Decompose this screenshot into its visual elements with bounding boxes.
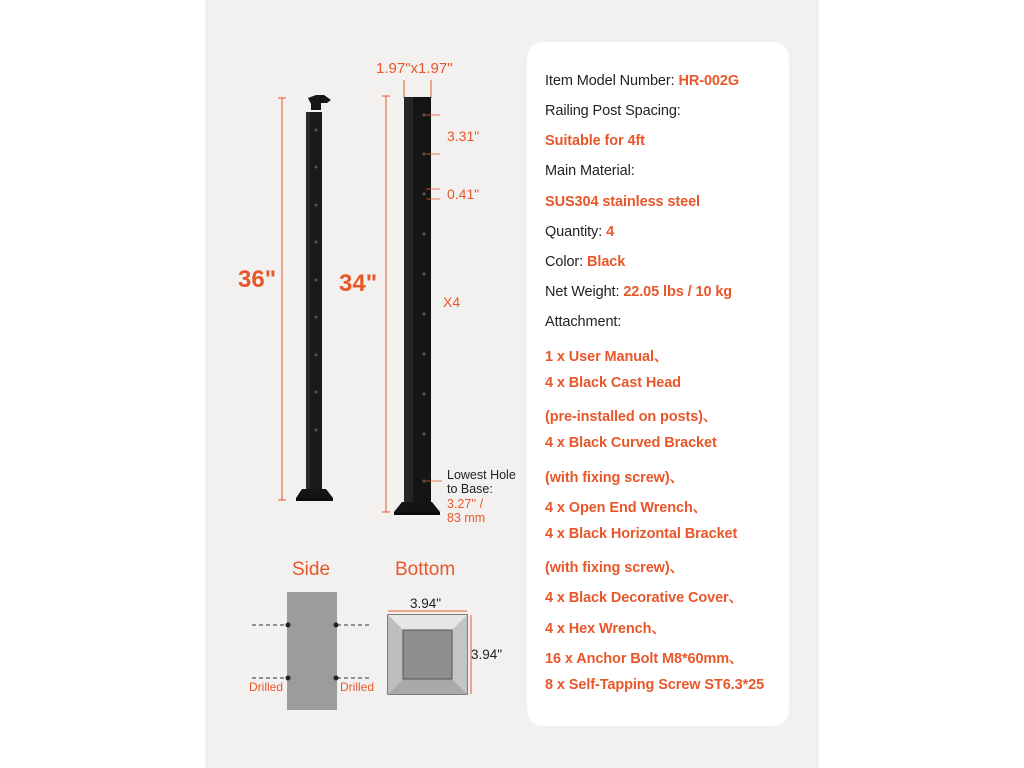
spec-line: Suitable for 4ft [545,133,645,149]
post-with-cast-head [296,95,333,501]
spec-line: Main Material: [545,163,635,179]
spec-line: 16 x Anchor Bolt M8*60mm、 [545,651,744,667]
drilled-left-label: Drilled [249,680,284,694]
hole-count-label: X4 [443,294,461,310]
spec-line: 1 x User Manual、 [545,349,669,365]
spec-line: Color: Black [545,254,626,270]
spec-line: Item Model Number: HR-002G [545,73,740,89]
post-plain [394,97,442,515]
dimension-width-line [404,80,431,98]
dimension-36-line [278,98,286,500]
spec-line: Quantity: 4 [545,224,615,240]
top-spacing-label: 3.31" [447,128,480,144]
spec-line: SUS304 stainless steel [545,194,700,210]
side-view-title: Side [292,559,331,580]
spec-line: 4 x Black Horizontal Bracket [545,526,738,542]
spec-line: 8 x Self-Tapping Screw ST6.3*25 [545,677,765,693]
bottom-view-title: Bottom [395,559,456,580]
spec-line: 4 x Open End Wrench、 [545,500,708,516]
base-depth-label: 3.94" [471,647,503,662]
spec-line: 4 x Black Cast Head [545,375,681,391]
dimension-34-line [382,96,390,512]
lowest-hole-value: 3.27'' / 83 mm [447,497,486,525]
lowest-hole-label: Lowest Hole to Base: [447,468,516,496]
spec-line: (with fixing screw)、 [545,470,684,486]
spec-line: Railing Post Spacing: [545,103,681,119]
spec-line: 4 x Black Curved Bracket [545,435,717,451]
bottom-view-drawing [388,611,471,694]
spec-line: (pre-installed on posts)、 [545,409,718,425]
base-width-label: 3.94" [410,596,442,611]
hole-diameter-label: 0.41" [447,186,480,202]
spec-line: 4 x Black Decorative Cover、 [545,590,743,606]
post-width-label: 1.97"x1.97" [376,60,453,77]
spec-line: (with fixing screw)、 [545,560,684,576]
spec-line: 4 x Hex Wrench、 [545,621,666,637]
spec-line: Attachment: [545,314,622,330]
post-height-label: 34" [339,270,378,297]
total-height-label: 36" [238,266,277,293]
drilled-right-label: Drilled [340,680,375,694]
spec-line: Net Weight: 22.05 lbs / 10 kg [545,284,733,300]
